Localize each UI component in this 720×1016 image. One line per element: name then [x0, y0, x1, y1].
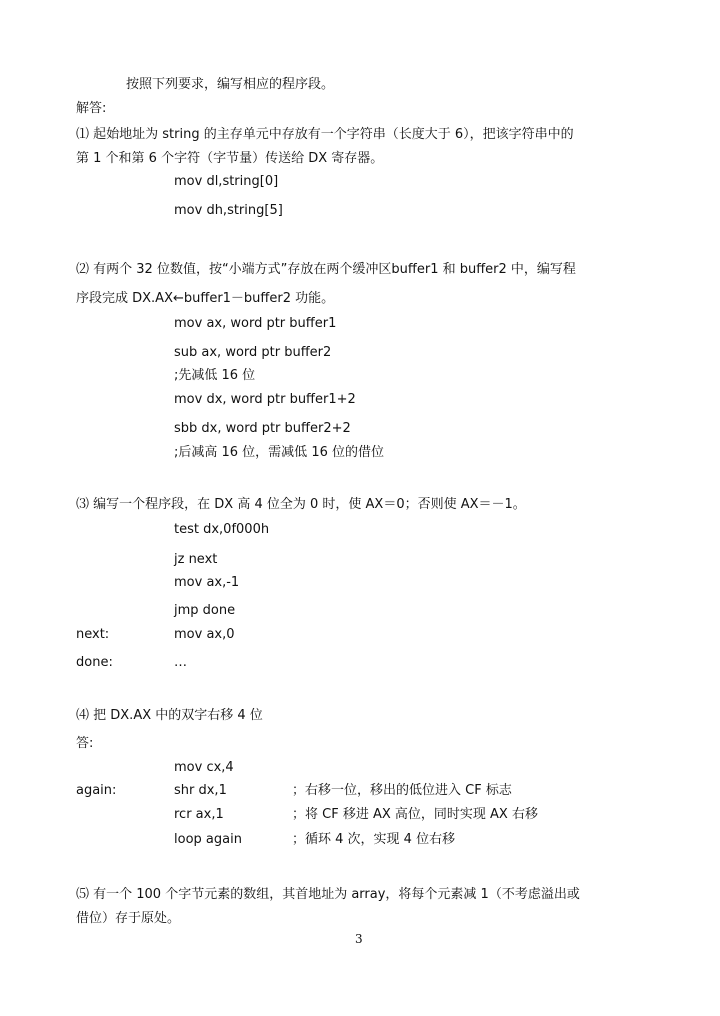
q3-code-line: mov ax,0 [174, 627, 235, 642]
q3-line1: ⑶ 编写一个程序段，在 DX 高 4 位全为 0 时，使 AX＝0；否则使 AX＝－1。 [76, 497, 526, 512]
q2-code-comment: ;后减高 16 位，需减低 16 位的借位 [174, 445, 384, 460]
q1-code-line: mov dh,string[5] [174, 203, 283, 218]
q2-line2: 序段完成 DX.AX←buffer1－buffer2 功能。 [76, 291, 335, 306]
q2-code-comment: ;先减低 16 位 [174, 368, 256, 383]
q3-code-line: mov ax,-1 [174, 575, 240, 590]
q2-code-line: sbb dx, word ptr buffer2+2 [174, 421, 351, 436]
q4-comment: ；循环 4 次，实现 4 位右移 [292, 832, 456, 847]
q4-code-line: shr dx,1 [174, 783, 227, 798]
label-again: again: [76, 783, 117, 798]
q1-line1: ⑴ 起始地址为 string 的主存单元中存放有一个字符串（长度大于 6），把该字符串中的 [76, 127, 574, 142]
header-instruction: 按照下列要求，编写相应的程序段。 [126, 77, 335, 92]
q3-code-line: jz next [174, 552, 218, 567]
q4-line1: ⑷ 把 DX.AX 中的双字右移 4 位 [76, 708, 263, 723]
q5-line2: 借位）存于原处。 [76, 911, 181, 926]
answer-label: 解答: [76, 101, 107, 116]
q4-code-line: rcr ax,1 [174, 807, 224, 822]
q4-comment: ；右移一位，移出的低位进入 CF 标志 [292, 783, 512, 798]
page-number: 3 [355, 932, 363, 946]
q4-answer-label: 答: [76, 736, 94, 751]
label-done: done: [76, 655, 113, 670]
q4-comment: ；将 CF 移进 AX 高位，同时实现 AX 右移 [292, 807, 538, 822]
q2-code-line: sub ax, word ptr buffer2 [174, 345, 332, 360]
q3-code-line: test dx,0f000h [174, 522, 270, 537]
q4-code-line: mov cx,4 [174, 760, 234, 775]
q2-line1: ⑵ 有两个 32 位数值，按“小端方式”存放在两个缓冲区buffer1 和 buffer2 中，编写程 [76, 262, 576, 277]
q1-code-line: mov dl,string[0] [174, 174, 279, 189]
q4-code-line: loop again [174, 832, 242, 847]
q5-line1: ⑸ 有一个 100 个字节元素的数组，其首地址为 array，将每个元素减 1（不考虑溢出或 [76, 887, 580, 902]
label-next: next: [76, 627, 110, 642]
q2-code-line: mov ax, word ptr buffer1 [174, 316, 337, 331]
q2-code-line: mov dx, word ptr buffer1+2 [174, 392, 356, 407]
q3-code-ellipsis: … [174, 655, 187, 670]
q3-code-line: jmp done [174, 603, 236, 618]
q1-line2: 第 1 个和第 6 个字符（字节量）传送给 DX 寄存器。 [76, 151, 384, 166]
